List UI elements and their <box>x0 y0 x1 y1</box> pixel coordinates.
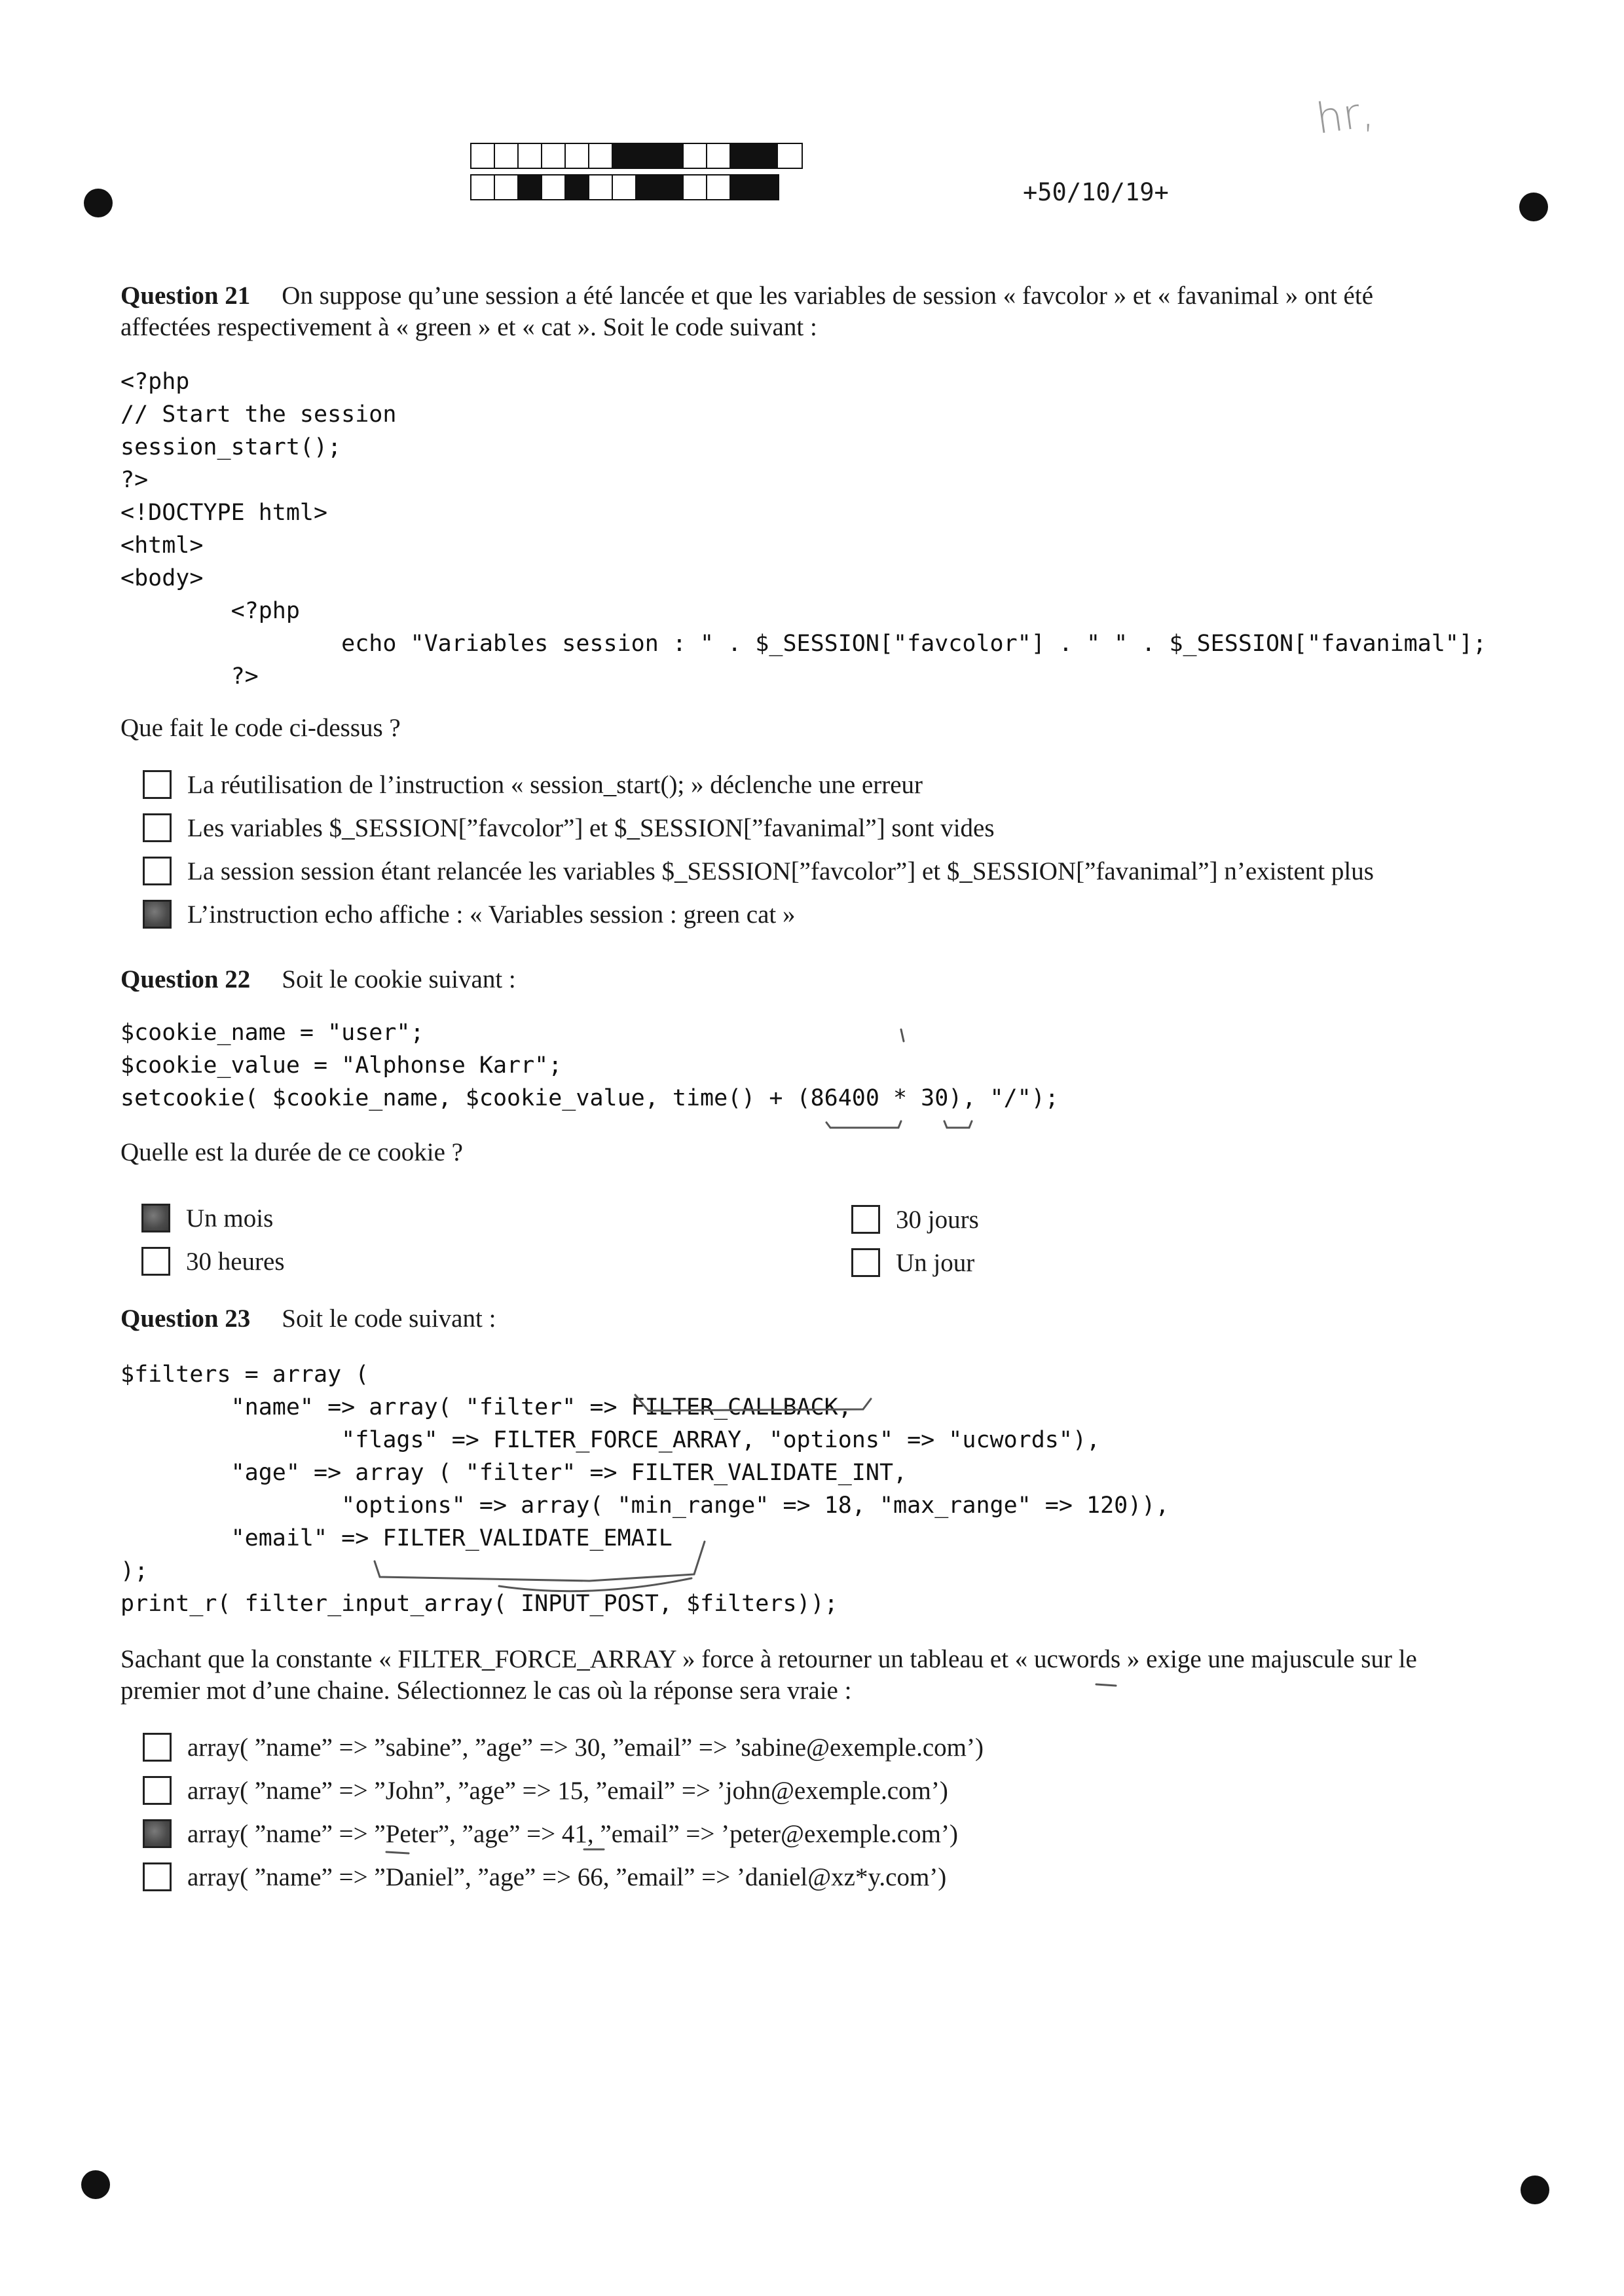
q23-checkbox-1[interactable] <box>143 1733 172 1762</box>
barcode-top-cell <box>613 144 637 168</box>
registration-mark-bottom-left <box>81 2170 110 2199</box>
q21-number: Question 21 <box>120 282 251 310</box>
q21-checkbox-4[interactable] <box>143 900 172 929</box>
q23-note-line1: Sachant que la constante « FILTER_FORCE_ARRAY » force à retourner un tableau et « ucwords » exige une majuscule sur le <box>120 1645 1417 1673</box>
barcode-bottom-cell <box>754 176 778 199</box>
barcode-bottom-cell <box>684 176 707 199</box>
barcode-bottom-cell <box>707 176 731 199</box>
barcode-top-cell <box>731 144 754 168</box>
registration-mark-bottom-right <box>1521 2176 1549 2204</box>
q23-checkbox-4[interactable] <box>143 1862 172 1891</box>
q22-number: Question 22 <box>120 965 251 993</box>
barcode-bottom-cell <box>542 176 566 199</box>
q22-prompt: Quelle est la durée de ce cookie ? <box>120 1138 463 1166</box>
barcode-top-cell <box>542 144 566 168</box>
q22-option-3-label: 30 heures <box>186 1247 285 1276</box>
pencil-underline-30 <box>944 1121 972 1128</box>
q21-option-4[interactable] <box>143 897 796 931</box>
q23-checkbox-2[interactable] <box>143 1776 172 1805</box>
q21-option-1-label: La réutilisation de l’instruction « session_start(); » déclenche une erreur <box>187 770 923 799</box>
pencil-underline-86400 <box>826 1121 901 1128</box>
pencil-mark-peter <box>386 1852 409 1853</box>
exam-id: +50/10/19+ <box>1023 178 1169 206</box>
q23-option-4-label: array( ”name” => ”Daniel”, ”age” => 66, ”email” => ’daniel@xz*y.com’) <box>187 1862 947 1891</box>
barcode-bottom-cell <box>519 176 542 199</box>
q22-option-4-label: Un jour <box>896 1248 975 1277</box>
q23-intro <box>120 1303 496 1335</box>
q23-option-2-label: array( ”name” => ”John”, ”age” => 15, ”email” => ’john@exemple.com’) <box>187 1776 948 1805</box>
barcode-top-cell <box>589 144 613 168</box>
q21-option-1[interactable] <box>143 768 923 802</box>
barcode-top-cell <box>707 144 731 168</box>
barcode-bottom-row <box>470 174 779 200</box>
q23-option-2[interactable] <box>143 1773 948 1807</box>
q23-option-1-label: array( ”name” => ”sabine”, ”age” => 30, ”email” => ’sabine@exemple.com’) <box>187 1733 984 1762</box>
barcode-bottom-cell <box>731 176 754 199</box>
barcode-bottom-cell <box>613 176 637 199</box>
q22-option-3[interactable] <box>141 1244 285 1278</box>
q21-checkbox-3[interactable] <box>143 857 172 885</box>
q23-intro-text: Soit le code suivant : <box>282 1305 496 1333</box>
q21-intro-line2: affectées respectivement à « green » et « cat ». Soit le code suivant : <box>120 313 817 341</box>
barcode-top-cell <box>519 144 542 168</box>
barcode-top-cell <box>566 144 589 168</box>
q22-intro <box>120 964 516 995</box>
q21-prompt: Que fait le code ci-dessus ? <box>120 714 401 742</box>
q21-checkbox-2[interactable] <box>143 813 172 842</box>
q22-checkbox-4[interactable] <box>851 1248 880 1277</box>
q21-intro <box>120 280 1528 343</box>
q22-checkbox-3[interactable] <box>141 1247 170 1276</box>
q22-option-1[interactable] <box>141 1201 273 1235</box>
barcode-bottom-cell <box>660 176 684 199</box>
q22-intro-text: Soit le cookie suivant : <box>282 965 516 993</box>
barcode-bottom-cell <box>495 176 519 199</box>
q22-option-4[interactable] <box>851 1246 974 1280</box>
q23-note <box>120 1644 1548 1707</box>
barcode-top-cell <box>471 144 495 168</box>
barcode-top-cell <box>660 144 684 168</box>
q23-number: Question 23 <box>120 1305 251 1333</box>
q21-checkbox-1[interactable] <box>143 770 172 799</box>
barcode-top-cell <box>495 144 519 168</box>
q23-checkbox-3[interactable] <box>143 1819 172 1848</box>
barcode-bottom-cell <box>589 176 613 199</box>
q22-option-2[interactable] <box>851 1202 979 1236</box>
registration-mark-top-right <box>1519 193 1548 221</box>
q23-note-line2: premier mot d’une chaine. Sélectionnez le cas où la réponse sera vraie : <box>120 1676 852 1705</box>
barcode-bottom-cell <box>471 176 495 199</box>
q21-option-3-label: La session session étant relancée les variables $_SESSION[”favcolor”] et $_SESSION[”favanimal”] n’existent plus <box>187 857 1374 885</box>
q21-option-2[interactable] <box>143 811 995 845</box>
barcode-top-row <box>470 143 803 169</box>
q23-option-1[interactable] <box>143 1730 984 1764</box>
barcode-bottom-cell <box>566 176 589 199</box>
barcode-top-cell <box>637 144 660 168</box>
registration-mark-top-left <box>84 189 113 217</box>
q22-option-1-label: Un mois <box>186 1204 274 1232</box>
q21-option-4-label: L’instruction echo affiche : « Variables session : green cat » <box>187 900 796 929</box>
handwritten-initials: hr, <box>1313 88 1376 144</box>
q22-checkbox-1[interactable] <box>141 1204 170 1232</box>
q23-option-3-label: array( ”name” => ”Peter”, ”age” => 41, ”email” => ’peter@exemple.com’) <box>187 1819 958 1848</box>
q21-code-block: <?php // Start the session session_start(); ?> <!DOCTYPE html> <html> <body> <?php echo "Variables session : " . $_SESSION["favcolor"] . " " . $_SESSION["favanimal"]; ?> <box>120 369 1487 690</box>
barcode-top-cell <box>684 144 707 168</box>
q23-code-block: $filters = array ( "name" => array( "filter" => FILTER_CALLBACK, "flags" => FILTER_FORCE_ARRAY, "options" => "ucwords"), "age" => array ( "filter" => FILTER_VALIDATE_INT, "options" => array( "min_range" => 18, "max_range" => 120)), "email" => FILTER_VALIDATE_EMAIL ); print_r( filter_input_array( INPUT_POST, $filters)); <box>120 1361 1170 1617</box>
barcode-top-cell <box>778 144 802 168</box>
q22-checkbox-2[interactable] <box>851 1205 880 1234</box>
barcode-bottom-cell <box>637 176 660 199</box>
barcode-top-cell <box>754 144 778 168</box>
q23-option-3[interactable] <box>143 1817 958 1851</box>
q21-option-3[interactable] <box>143 854 1374 888</box>
q22-option-2-label: 30 jours <box>896 1205 979 1234</box>
q23-option-4[interactable] <box>143 1860 946 1894</box>
q21-option-2-label: Les variables $_SESSION[”favcolor”] et $_SESSION[”favanimal”] sont vides <box>187 813 995 842</box>
q22-code-block: $cookie_name = "user"; $cookie_value = "Alphonse Karr"; setcookie( $cookie_name, $cookie_value, time() + (86400 * 30), "/"); <box>120 1020 1059 1111</box>
q21-intro-line1: On suppose qu’une session a été lancée et que les variables de session « favcolor » et « favanimal » ont été <box>282 282 1373 310</box>
